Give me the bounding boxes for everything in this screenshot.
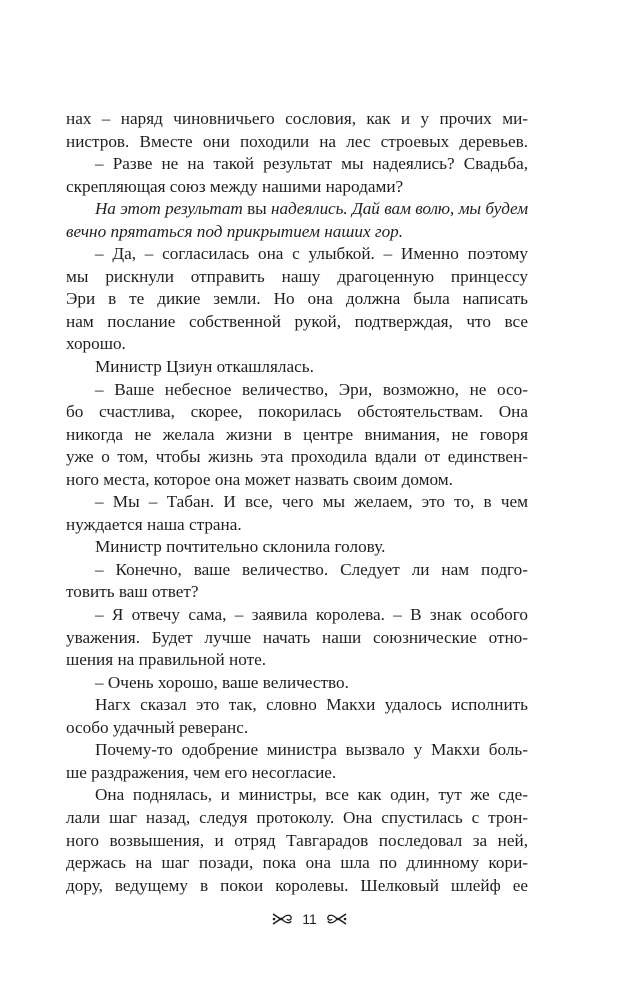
text-line: – Мы – Табан. И все, чего мы желаем, это то, в чем — [95, 492, 528, 512]
text-line-mixed — [66, 198, 528, 221]
text-line: лали шаг назад, следуя протоколу. Она спустилась с трон- — [66, 807, 528, 827]
text-line: шения на правильной ноте. — [66, 650, 267, 670]
text-line: уже о том, чтобы жизнь эта проходила вдали от единствен- — [66, 447, 528, 467]
text-line: нам послание собственной рукой, подтверждая, что все — [66, 311, 528, 331]
text-line: – Разве не на такой результат мы надеялись? Свадьба, — [95, 154, 528, 174]
text-line: Эри в те дикие земли. Но она должна была написать — [66, 289, 528, 309]
text-line: особо удачный реверанс. — [66, 717, 249, 737]
fleuron-right-icon — [326, 912, 348, 926]
fleuron-left-icon — [271, 912, 293, 926]
text-line: нистров. Вместе они походили на лес строевых деревьев. — [66, 131, 528, 151]
page-number: 11 — [302, 911, 317, 928]
text-line: нуждается наша страна. — [66, 514, 242, 534]
italic-text: надеялись. Дай вам волю, мы будем — [271, 199, 528, 219]
text-line: Министр почтительно склонила голову. — [95, 537, 386, 557]
text-line: уважения. Будет лучше начать наши союзнические отно- — [66, 627, 528, 647]
text-line: – Ваше небесное величество, Эри, возможно, не осо- — [95, 379, 528, 399]
text-line: нах – наряд чиновничьего сословия, как и у прочих ми- — [66, 109, 528, 128]
text-line: хорошо. — [66, 334, 126, 354]
text-line: товить ваш ответ? — [66, 582, 199, 602]
text-line: вечно прятаться под прикрытием наших гор. — [66, 221, 404, 241]
text-line: бо счастлива, скорее, покорилась обстоятельствам. Она — [66, 402, 528, 422]
text-line: никогда не желала жизни в центре внимания, не говоря — [66, 424, 528, 444]
text-line: – Я отвечу сама, – заявила королева. – В знак особого — [95, 605, 528, 625]
text-line: – Да, – согласилась она с улыбкой. – Именно поэтому — [95, 244, 528, 264]
italic-text: На этот результат — [95, 199, 243, 219]
text-line: держась на шаг позади, пока она шла по длинному кори- — [66, 853, 528, 873]
body-text — [66, 108, 528, 897]
roman-text: вы — [242, 199, 272, 219]
text-line: Министр Цзиун откашлялась. — [95, 357, 314, 377]
text-line: ного возвышения, и отряд Тавгарадов последовал за ней, — [66, 830, 528, 850]
text-line: – Конечно, ваше величество. Следует ли нам подго- — [95, 559, 528, 579]
text-line: дору, ведущему в покои королевы. Шелковый шлейф ее — [66, 875, 528, 895]
text-line: Она поднялась, и министры, все как один, тут же сде- — [95, 785, 528, 805]
text-line: ного места, которое она может назвать своим домом. — [66, 469, 453, 489]
text-line: – Очень хорошо, ваше величество. — [95, 672, 349, 692]
page-footer — [0, 909, 619, 928]
text-line: Нагх сказал это так, словно Макхи удалось исполнить — [95, 695, 528, 715]
text-line: скрепляющая союз между нашими народами? — [66, 176, 404, 196]
text-line: мы рискнули отправить нашу драгоценную принцессу — [66, 266, 528, 286]
text-line: ше раздражения, чем его несогласие. — [66, 762, 337, 782]
text-line: Почему-то одобрение министра вызвало у Макхи боль- — [95, 740, 528, 760]
